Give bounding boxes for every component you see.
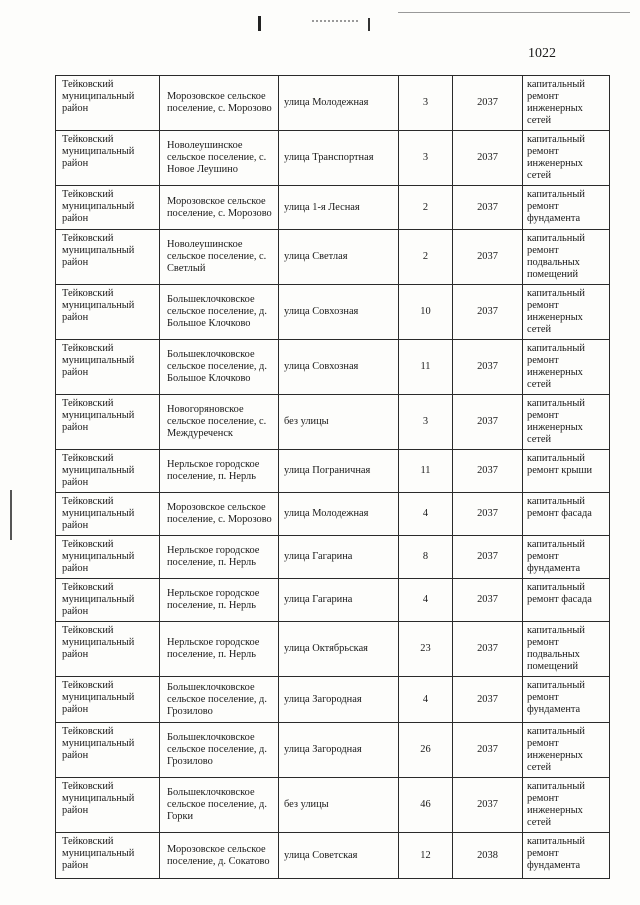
work-type-cell: капитальный ремонт фасада [523,493,610,536]
table-row [56,579,610,622]
scan-artifact [254,14,374,34]
table-row [56,285,610,340]
year-cell: 2037 [453,285,523,340]
work-type-cell: капитальный ремонт фундамента [523,186,610,230]
street-cell: улица Октябрьская [279,622,399,677]
year-cell: 2037 [453,493,523,536]
district-cell: Тейковский муниципальный район [56,285,160,340]
work-type-cell: капитальный ремонт инженерных сетей [523,340,610,395]
house-number-cell: 4 [399,677,453,723]
work-type-cell: капитальный ремонт фундамента [523,536,610,579]
table-row [56,723,610,778]
settlement-cell: Морозовское сельское поселение, д. Сокатово [160,833,279,879]
house-number-cell: 3 [399,76,453,131]
work-type-cell: капитальный ремонт подвальных помещений [523,622,610,677]
table-row [56,622,610,677]
work-type-cell: капитальный ремонт инженерных сетей [523,76,610,131]
street-cell: улица Загородная [279,677,399,723]
house-number-cell: 2 [399,186,453,230]
year-cell: 2037 [453,395,523,450]
year-cell: 2037 [453,677,523,723]
house-number-cell: 26 [399,723,453,778]
settlement-cell: Большеклочковское сельское поселение, д. Большое Клочково [160,285,279,340]
settlement-cell: Новолеушинское сельское поселение, с. Светлый [160,230,279,285]
street-cell: без улицы [279,395,399,450]
table-row [56,340,610,395]
work-type-cell: капитальный ремонт фундамента [523,833,610,879]
year-cell: 2038 [453,833,523,879]
house-number-cell: 3 [399,131,453,186]
street-cell: улица Молодежная [279,76,399,131]
district-cell: Тейковский муниципальный район [56,833,160,879]
house-number-cell: 3 [399,395,453,450]
district-cell: Тейковский муниципальный район [56,450,160,493]
settlement-cell: Морозовское сельское поселение, с. Морозово [160,186,279,230]
year-cell: 2037 [453,131,523,186]
house-number-cell: 11 [399,340,453,395]
district-cell: Тейковский муниципальный район [56,536,160,579]
settlement-cell: Большеклочковское сельское поселение, д. Грозилово [160,723,279,778]
page-number: 1022 [528,46,556,61]
year-cell: 2037 [453,579,523,622]
street-cell: улица Гагарина [279,536,399,579]
table-row [56,778,610,833]
district-cell: Тейковский муниципальный район [56,677,160,723]
house-number-cell: 2 [399,230,453,285]
settlement-cell: Нерльское городское поселение, п. Нерль [160,579,279,622]
table-row [56,833,610,879]
house-number-cell: 10 [399,285,453,340]
table-row [56,131,610,186]
year-cell: 2037 [453,778,523,833]
settlement-cell: Нерльское городское поселение, п. Нерль [160,536,279,579]
scan-edge-line [398,12,630,13]
district-cell: Тейковский муниципальный район [56,622,160,677]
table-row [56,76,610,131]
table-row [56,536,610,579]
district-cell: Тейковский муниципальный район [56,723,160,778]
street-cell: улица Совхозная [279,340,399,395]
settlement-cell: Новолеушинское сельское поселение, с. Новое Леушино [160,131,279,186]
margin-mark [10,490,12,540]
year-cell: 2037 [453,536,523,579]
table-row [56,230,610,285]
year-cell: 2037 [453,622,523,677]
settlement-cell: Нерльское городское поселение, п. Нерль [160,450,279,493]
street-cell: без улицы [279,778,399,833]
house-number-cell: 12 [399,833,453,879]
table-row [56,395,610,450]
table-row [56,450,610,493]
street-cell: улица Загородная [279,723,399,778]
work-type-cell: капитальный ремонт фундамента [523,677,610,723]
district-cell: Тейковский муниципальный район [56,230,160,285]
year-cell: 2037 [453,186,523,230]
settlement-cell: Морозовское сельское поселение, с. Морозово [160,76,279,131]
district-cell: Тейковский муниципальный район [56,76,160,131]
street-cell: улица Совхозная [279,285,399,340]
settlement-cell: Большеклочковское сельское поселение, д. Горки [160,778,279,833]
street-cell: улица Транспортная [279,131,399,186]
house-number-cell: 4 [399,579,453,622]
street-cell: улица Молодежная [279,493,399,536]
district-cell: Тейковский муниципальный район [56,395,160,450]
work-type-cell: капитальный ремонт инженерных сетей [523,778,610,833]
house-number-cell: 4 [399,493,453,536]
table-row [56,677,610,723]
work-type-cell: капитальный ремонт инженерных сетей [523,395,610,450]
year-cell: 2037 [453,723,523,778]
work-type-cell: капитальный ремонт фасада [523,579,610,622]
work-type-cell: капитальный ремонт инженерных сетей [523,285,610,340]
settlement-cell: Большеклочковское сельское поселение, д. Грозилово [160,677,279,723]
year-cell: 2037 [453,340,523,395]
year-cell: 2037 [453,230,523,285]
house-number-cell: 11 [399,450,453,493]
district-cell: Тейковский муниципальный район [56,131,160,186]
district-cell: Тейковский муниципальный район [56,186,160,230]
district-cell: Тейковский муниципальный район [56,340,160,395]
house-number-cell: 23 [399,622,453,677]
settlement-cell: Морозовское сельское поселение, с. Морозово [160,493,279,536]
settlement-cell: Новогоряновское сельское поселение, с. Междуреченск [160,395,279,450]
settlement-cell: Большеклочковское сельское поселение, д. Большое Клочково [160,340,279,395]
table-row [56,493,610,536]
work-type-cell: капитальный ремонт инженерных сетей [523,131,610,186]
street-cell: улица Гагарина [279,579,399,622]
district-cell: Тейковский муниципальный район [56,493,160,536]
house-number-cell: 8 [399,536,453,579]
district-cell: Тейковский муниципальный район [56,579,160,622]
district-cell: Тейковский муниципальный район [56,778,160,833]
year-cell: 2037 [453,76,523,131]
settlement-cell: Нерльское городское поселение, п. Нерль [160,622,279,677]
table-row [56,186,610,230]
work-type-cell: капитальный ремонт инженерных сетей [523,723,610,778]
year-cell: 2037 [453,450,523,493]
house-number-cell: 46 [399,778,453,833]
street-cell: улица 1-я Лесная [279,186,399,230]
street-cell: улица Светлая [279,230,399,285]
street-cell: улица Советская [279,833,399,879]
registry-table [55,75,610,879]
street-cell: улица Пограничная [279,450,399,493]
work-type-cell: капитальный ремонт подвальных помещений [523,230,610,285]
work-type-cell: капитальный ремонт крыши [523,450,610,493]
